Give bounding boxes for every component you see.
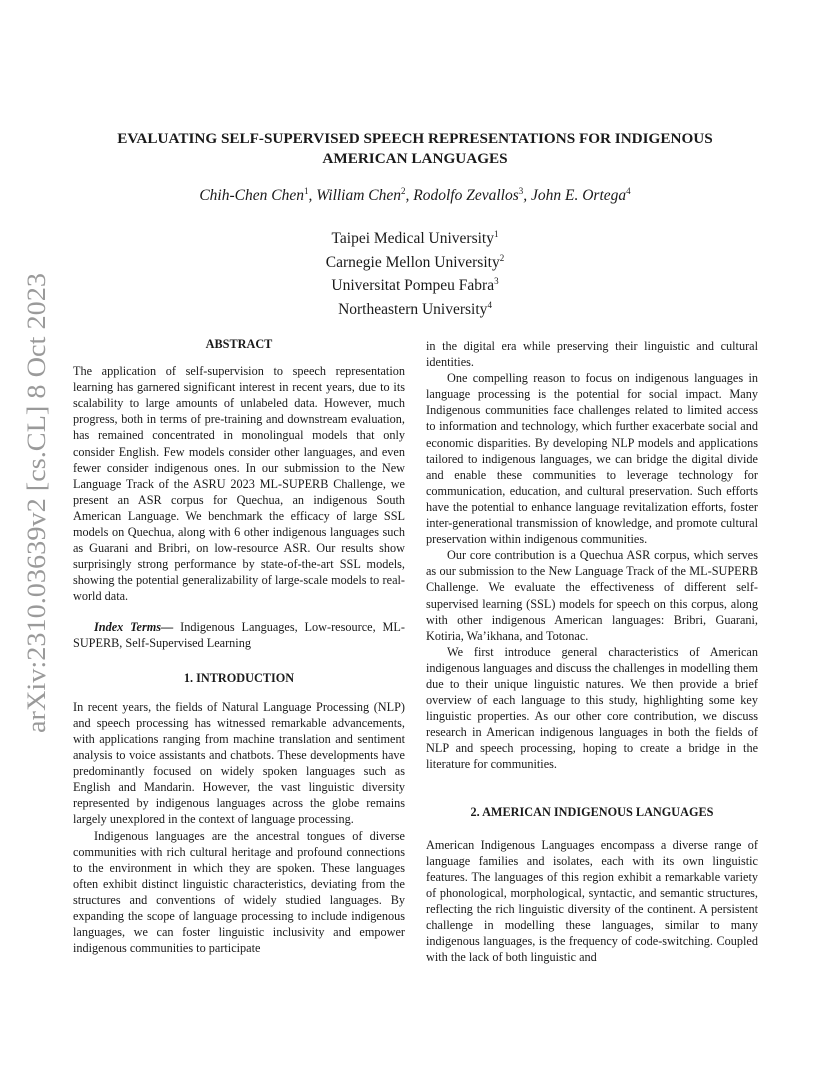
title-line-1: EVALUATING SELF-SUPERVISED SPEECH REPRESENTATIONS FOR INDIGENOUS	[117, 130, 713, 147]
index-terms-label: Index Terms—	[94, 619, 174, 634]
left-column	[73, 336, 405, 956]
intro-paragraph: We first introduce general characteristics of American indigenous languages and discuss the challenges in modelling them due to their unique linguistic natures. We then provide a brief overview of each language to this study, highlighting some key linguistic properties. As our other core contribution, we discuss research in American indigenous languages in both the fields of NLP and speech processing, hoping to create a bridge in the literature for communities.	[426, 644, 758, 772]
author-name: John E. Ortega	[531, 187, 627, 205]
intro-paragraph: In recent years, the fields of Natural Language Processing (NLP) and speech processing has witnessed remarkable advancements, with applications ranging from machine translation and sentiment analysis to voice assistants and chatbots. These developments have predominantly focused on widely spoken languages such as English and Mandarin. However, the vast linguistic diversity represented by indigenous languages across the globe remains largely unexplored in the context of language processing.	[73, 699, 405, 827]
section-2-paragraph: American Indigenous Languages encompass a diverse range of language families and isolates, each with its own linguistic features. The languages of this region exhibit a remarkable variety of phonological, morphological, syntactic, and semantic structures, reflecting the rich linguistic diversity of the continent. A persistent challenge in modelling these languages, similar to many indigenous languages, is the frequency of code-switching. Coupled with the lack of both linguistic and	[426, 837, 758, 965]
author-list: Chih-Chen Chen$^1$, William Chen$^2$, Rodolfo Zevallos$^3$, John E. Ortega$^4$	[199, 186, 631, 205]
affiliation	[200, 272, 630, 296]
arxiv-identifier-stamp	[14, 268, 54, 738]
intro-paragraph: Our core contribution is a Quechua ASR corpus, which serves as our submission to the New Language Track of the ML-SUPERB Challenge. We evaluate the effectiveness of different self-supervised learning (SSL) models for speech on this corpus, along with other indigenous American languages: Bribri, Guarani, Kotiria, Wa’ikhana, and Totonac.	[426, 548, 758, 643]
arxiv-identifier-text: arXiv:2310.03639v2 [cs.CL] 8 Oct 2023	[21, 301, 51, 733]
affiliation	[200, 249, 630, 273]
introduction-heading: 1. INTRODUCTION	[183, 670, 295, 685]
author-name: Rodolfo Zevallos	[413, 187, 519, 205]
intro-paragraph-continued: in the digital era while preserving their linguistic and cultural identities.	[426, 339, 758, 370]
affiliation-list	[200, 225, 630, 320]
affiliation	[200, 296, 630, 320]
author-affiliation-mark: 2	[401, 186, 406, 196]
abstract-heading: ABSTRACT	[205, 337, 273, 351]
author-affiliation-mark: 3	[518, 186, 524, 196]
index-terms	[73, 619, 405, 651]
intro-paragraph: Indigenous languages are the ancestral tongues of diverse communities with rich cultural heritage and profound connections to the environment in which they are spoken. These languages often exhibit distinct linguistic characteristics, deviating from the structures and conventions of widely studied languages. By expanding the scope of language processing to include indigenous languages, we can foster linguistic inclusivity and empower indigenous communities to participate	[73, 828, 405, 956]
abstract-text: The application of self-supervision to speech representation learning has garnered significant interest in recent years, due to its scalability to large amounts of unlabeled data. However, much progress, both in terms of pre-training and downstream evaluation, has remained concentrated in monolingual models that only consider English. Few models consider other languages, and even fewer consider indigenous ones. In our submission to the New Language Track of the ASRU 2023 ML-SUPERB Challenge, we present an ASR corpus for Quechua, an indigenous South American Language. We benchmark the efficacy of large SSL models on Quechua, along with 6 other indigenous languages such as Guarani and Bribri, on low-resource ASR. Our results show surprisingly strong performance by state-of-the-art SSL models, showing the potential generalizability of large-scale models to real-world data.	[73, 364, 405, 604]
section-2-heading: 2. AMERICAN INDIGENOUS LANGUAGES	[470, 804, 714, 819]
affiliation	[200, 225, 630, 249]
author-name: William Chen	[316, 187, 402, 205]
title-line-2: AMERICAN LANGUAGES	[322, 150, 508, 167]
affiliation-name: Taipei Medical University	[331, 230, 494, 248]
affiliation-mark: 2	[499, 252, 505, 263]
affiliation-mark: 3	[494, 276, 499, 287]
affiliation-name: Northeastern University	[338, 301, 488, 319]
author-name: Chih-Chen Chen	[199, 187, 304, 205]
affiliation-mark: 1	[493, 229, 499, 239]
author-affiliation-mark: 1	[303, 186, 309, 196]
index-terms-text: Indigenous Languages, Low-resource, ML-SUPERB, Self-Supervised Learning	[73, 619, 405, 650]
affiliation-mark: 4	[487, 299, 492, 310]
paper-title	[90, 129, 740, 169]
affiliation-name: Carnegie Mellon University	[325, 253, 500, 271]
affiliation-name: Universitat Pompeu Fabra	[331, 277, 495, 295]
intro-paragraph: One compelling reason to focus on indigenous languages in language processing is the potential for social impact. Many Indigenous communities face challenges related to limited access to information and technology, which further exacerbate social and economic disparities. By developing NLP models and applications tailored to indigenous languages, we can bridge the digital divide and enable these communities to leverage technology for communication, education, and cultural preservation. Such efforts have the potential to enhance language revitalization efforts, foster inter-generational transmission of knowledge, and promote cultural preservation within indigenous communities.	[426, 371, 758, 547]
author-affiliation-mark: 4	[626, 186, 631, 196]
right-column	[426, 338, 758, 965]
